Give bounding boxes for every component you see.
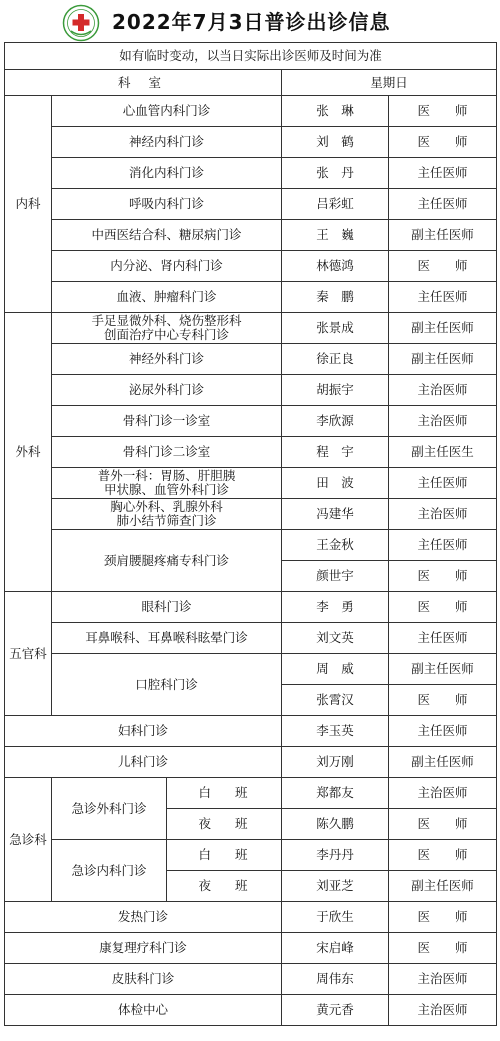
clinic-name: 神经内科门诊 <box>52 127 282 158</box>
doctor-name: 田 波 <box>282 468 389 499</box>
table-row <box>5 282 497 313</box>
clinic-line-1: 手足显微外科、烧伤整形科 <box>91 313 242 328</box>
group-waike: 外科 <box>5 313 52 592</box>
doctor-name: 刘亚芝 <box>282 871 389 902</box>
clinic-name: 泌尿外科门诊 <box>52 375 282 406</box>
page-header <box>0 0 500 42</box>
dept-header: 科 室 <box>5 70 282 96</box>
clinic-name: 耳鼻喉科、耳鼻喉科眩晕门诊 <box>52 623 282 654</box>
clinic-name: 皮肤科门诊 <box>5 964 282 995</box>
clinic-line-1: 普外一科：胃肠、肝胆胰 <box>97 468 236 483</box>
doctor-name: 冯建华 <box>282 499 389 530</box>
table-row <box>5 406 497 437</box>
doctor-title: 医 师 <box>389 251 497 282</box>
doctor-title: 副主任医师 <box>389 220 497 251</box>
doctor-name: 吕彩虹 <box>282 189 389 220</box>
table-row <box>5 313 497 344</box>
table-row <box>5 344 497 375</box>
group-wuguan: 五官科 <box>5 592 52 716</box>
doctor-title: 副主任医师 <box>389 871 497 902</box>
doctor-title: 医 师 <box>389 96 497 127</box>
doctor-title: 副主任医生 <box>389 437 497 468</box>
doctor-title: 主任医师 <box>389 468 497 499</box>
table-row <box>5 158 497 189</box>
doctor-title: 主治医师 <box>389 964 497 995</box>
table-row <box>5 592 497 623</box>
table-row <box>5 964 497 995</box>
doctor-title: 主任医师 <box>389 282 497 313</box>
table-row <box>5 654 497 685</box>
doctor-name: 周 威 <box>282 654 389 685</box>
clinic-name: 口腔科门诊 <box>52 654 282 716</box>
clinic-name: 体检中心 <box>5 995 282 1026</box>
doctor-name: 李 勇 <box>282 592 389 623</box>
doctor-title: 主治医师 <box>389 778 497 809</box>
doctor-name: 张 丹 <box>282 158 389 189</box>
doctor-name: 黄元香 <box>282 995 389 1026</box>
doctor-title: 主任医师 <box>389 623 497 654</box>
table-row <box>5 127 497 158</box>
clinic-name: 颈肩腰腿疼痛专科门诊 <box>52 530 282 592</box>
doctor-title: 副主任医师 <box>389 654 497 685</box>
table-row <box>5 902 497 933</box>
schedule-table <box>4 42 497 1026</box>
doctor-title: 医 师 <box>389 561 497 592</box>
doctor-name: 陈久鹏 <box>282 809 389 840</box>
doctor-name: 宋启峰 <box>282 933 389 964</box>
doctor-name: 郑都友 <box>282 778 389 809</box>
table-row <box>5 747 497 778</box>
clinic-name: 儿科门诊 <box>5 747 282 778</box>
clinic-line-1: 胸心外科、乳腺外科 <box>110 499 223 514</box>
doctor-name: 林德鸿 <box>282 251 389 282</box>
doctor-title: 主治医师 <box>389 406 497 437</box>
header-row <box>5 70 497 96</box>
doctor-title: 医 师 <box>389 592 497 623</box>
clinic-name: 骨科门诊一诊室 <box>52 406 282 437</box>
clinic-name: 神经外科门诊 <box>52 344 282 375</box>
table-row <box>5 96 497 127</box>
doctor-name: 刘万刚 <box>282 747 389 778</box>
clinic-name: 骨科门诊二诊室 <box>52 437 282 468</box>
doctor-title: 主治医师 <box>389 375 497 406</box>
doctor-name: 周伟东 <box>282 964 389 995</box>
clinic-name: 康复理疗科门诊 <box>5 933 282 964</box>
table-row <box>5 220 497 251</box>
doctor-title: 副主任医师 <box>389 344 497 375</box>
group-neike: 内科 <box>5 96 52 313</box>
group-jizhen: 急诊科 <box>5 778 52 902</box>
clinic-name: 呼吸内科门诊 <box>52 189 282 220</box>
doctor-name: 李玉英 <box>282 716 389 747</box>
clinic-name: 心血管内科门诊 <box>52 96 282 127</box>
day-header: 星期日 <box>282 70 497 96</box>
table-row <box>5 623 497 654</box>
doctor-name: 李丹丹 <box>282 840 389 871</box>
clinic-name <box>52 499 282 530</box>
clinic-line-2: 创面治疗中心专科门诊 <box>103 327 229 342</box>
doctor-title: 主任医师 <box>389 158 497 189</box>
clinic-name <box>52 468 282 499</box>
doctor-title: 主治医师 <box>389 995 497 1026</box>
doctor-name: 王 巍 <box>282 220 389 251</box>
clinic-name: 中西医结合科、糖尿病门诊 <box>52 220 282 251</box>
clinic-line-2: 肺小结节筛查门诊 <box>116 513 217 528</box>
doctor-title: 主任医师 <box>389 530 497 561</box>
table-row <box>5 437 497 468</box>
clinic-name: 消化内科门诊 <box>52 158 282 189</box>
table-row <box>5 530 497 561</box>
page-title: 2022年7月3日普诊出诊信息 <box>112 10 391 34</box>
doctor-title: 医 师 <box>389 685 497 716</box>
doctor-title: 医 师 <box>389 902 497 933</box>
doctor-title: 医 师 <box>389 933 497 964</box>
table-row <box>5 840 497 871</box>
hospital-logo-icon <box>62 4 100 42</box>
table-row <box>5 468 497 499</box>
doctor-name: 秦 鹏 <box>282 282 389 313</box>
doctor-name: 刘 鹤 <box>282 127 389 158</box>
doctor-title: 医 师 <box>389 840 497 871</box>
doctor-title: 主任医师 <box>389 716 497 747</box>
clinic-name: 眼科门诊 <box>52 592 282 623</box>
doctor-title: 主任医师 <box>389 189 497 220</box>
clinic-name <box>52 313 282 344</box>
table-row <box>5 933 497 964</box>
doctor-name: 李欣源 <box>282 406 389 437</box>
table-row <box>5 499 497 530</box>
clinic-name: 急诊内科门诊 <box>52 840 167 902</box>
doctor-title: 副主任医师 <box>389 313 497 344</box>
table-row <box>5 716 497 747</box>
table-row <box>5 375 497 406</box>
doctor-title: 医 师 <box>389 809 497 840</box>
clinic-name: 发热门诊 <box>5 902 282 933</box>
table-row <box>5 995 497 1026</box>
doctor-name: 张霄汉 <box>282 685 389 716</box>
doctor-name: 胡振宇 <box>282 375 389 406</box>
clinic-name: 血液、肿瘤科门诊 <box>52 282 282 313</box>
table-row <box>5 778 497 809</box>
shift-label: 夜班 <box>167 809 282 840</box>
doctor-name: 张景成 <box>282 313 389 344</box>
doctor-name: 程 宇 <box>282 437 389 468</box>
doctor-name: 颜世宇 <box>282 561 389 592</box>
clinic-name: 内分泌、肾内科门诊 <box>52 251 282 282</box>
notice-text: 如有临时变动，以当日实际出诊医师及时间为准 <box>5 43 497 70</box>
shift-label: 夜班 <box>167 871 282 902</box>
doctor-title: 医 师 <box>389 127 497 158</box>
doctor-name: 王金秋 <box>282 530 389 561</box>
doctor-name: 徐正良 <box>282 344 389 375</box>
shift-label: 白班 <box>167 778 282 809</box>
shift-label: 白班 <box>167 840 282 871</box>
doctor-title: 副主任医师 <box>389 747 497 778</box>
doctor-name: 张 琳 <box>282 96 389 127</box>
doctor-title: 主治医师 <box>389 499 497 530</box>
table-row <box>5 189 497 220</box>
clinic-line-2: 甲状腺、血管外科门诊 <box>103 482 229 497</box>
table-row <box>5 251 497 282</box>
clinic-name: 急诊外科门诊 <box>52 778 167 840</box>
clinic-name: 妇科门诊 <box>5 716 282 747</box>
doctor-name: 刘文英 <box>282 623 389 654</box>
doctor-name: 于欣生 <box>282 902 389 933</box>
notice-row <box>5 43 497 70</box>
